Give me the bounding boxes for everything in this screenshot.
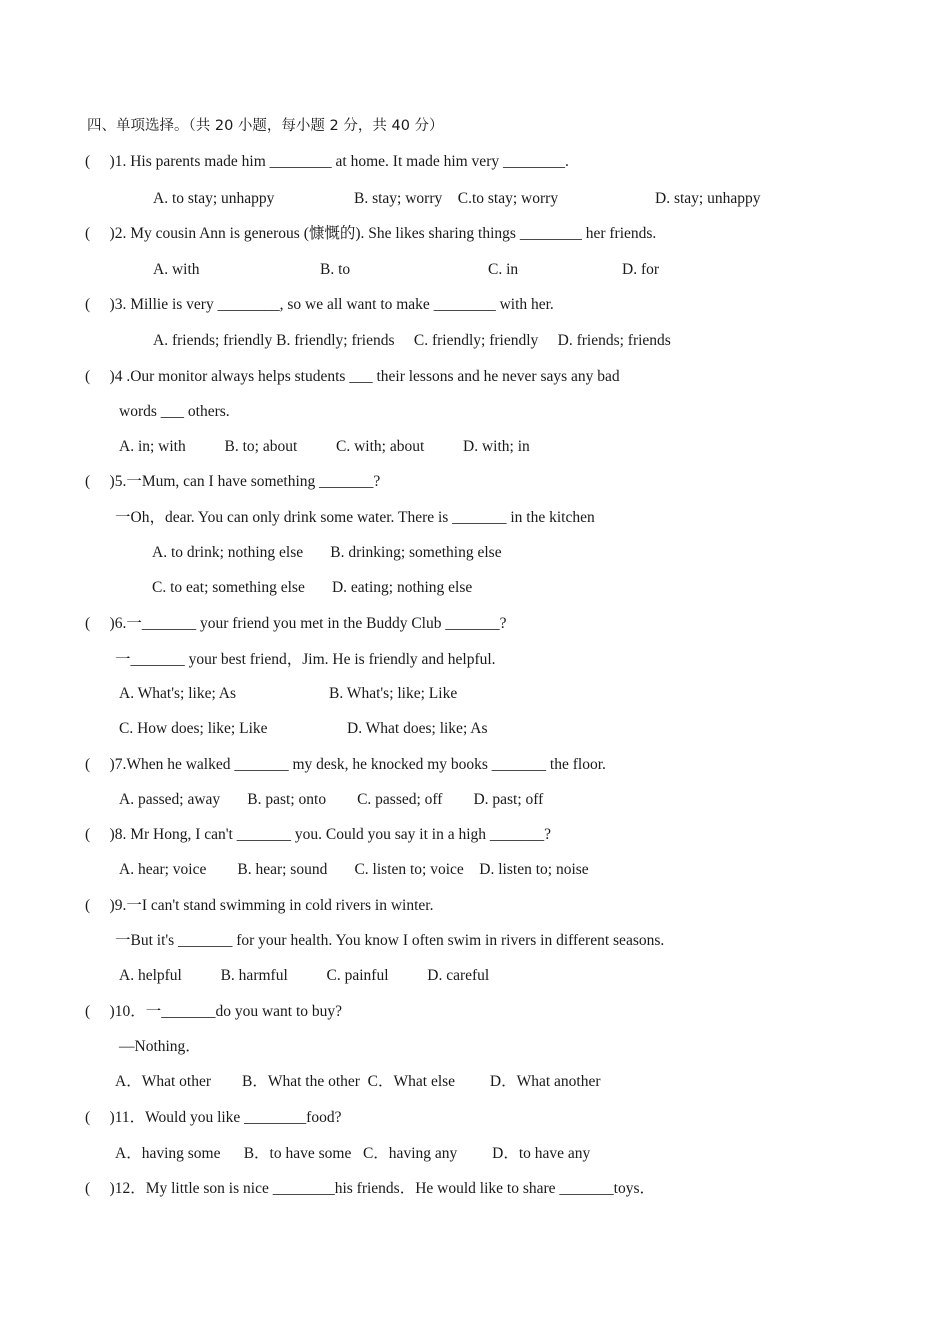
question-6-option-c: C. How does; like; Like — [119, 720, 268, 737]
question-9-reply: 一But it's _______ for your health. You know I often swim in rivers in different seasons. — [115, 932, 665, 949]
question-2-stem: ( )2. My cousin Ann is generous (慷慨的). She likes sharing things ________ her friends. — [85, 225, 657, 242]
question-4-stem: ( )4 .Our monitor always helps students ___ their lessons and he never says any bad — [85, 368, 620, 385]
question-10-reply: —Nothing． — [119, 1038, 201, 1055]
question-8-stem: ( )8. Mr Hong, I can't _______ you. Could you say it in a high _______? — [85, 826, 552, 843]
question-4-options: A. in; with B. to; about C. with; about D. with; in — [119, 438, 530, 455]
question-6-reply: 一_______ your best friend，Jim. He is friendly and helpful. — [115, 651, 496, 668]
question-5-reply: 一Oh，dear. You can only drink some water. There is _______ in the kitchen — [115, 509, 595, 526]
question-6-option-d: D. What does; like; As — [347, 720, 488, 737]
question-4-stem-continued: words ___ others. — [119, 403, 230, 420]
question-6-stem: ( )6.一_______ your friend you met in the Buddy Club _______? — [85, 615, 507, 632]
question-8-options: A. hear; voice B. hear; sound C. listen to; voice D. listen to; noise — [119, 861, 589, 878]
question-2-option-c: C. in — [488, 261, 519, 278]
question-7-options: A. passed; away B. past; onto C. passed; off D. past; off — [119, 791, 544, 808]
question-6-option-b: B. What's; like; Like — [329, 685, 458, 702]
question-2-option-b: B. to — [320, 261, 351, 278]
question-1-option-a: A. to stay; unhappy — [153, 190, 275, 207]
question-2-option-a: A. with — [153, 261, 200, 278]
question-10-stem: ( )10．一_______do you want to buy? — [85, 1003, 343, 1020]
question-7-stem: ( )7.When he walked _______ my desk, he knocked my books _______ the floor. — [85, 756, 606, 773]
question-10-options: A．What other B．What the other C．What else D．What another — [115, 1073, 601, 1090]
question-11-options: A．having some B．to have some C．having any D．to have any — [115, 1145, 591, 1162]
question-3-options: A. friends; friendly B. friendly; friends C. friendly; friendly D. friends; friends — [153, 332, 671, 349]
question-6-option-a: A. What's; like; As — [119, 685, 237, 702]
question-11-stem: ( )11．Would you like ________food? — [85, 1109, 342, 1126]
question-1-option-d: D. stay; unhappy — [655, 190, 761, 207]
question-5-stem: ( )5.一Mum, can I have something _______? — [85, 473, 381, 490]
question-9-options: A. helpful B. harmful C. painful D. careful — [119, 967, 490, 984]
question-3-stem: ( )3. Millie is very ________, so we all want to make ________ with her. — [85, 296, 554, 313]
section-title: 四、单项选择。（共 20 小题，每小题 2 分，共 40 分） — [87, 118, 444, 134]
question-9-stem: ( )9.一I can't stand swimming in cold rivers in winter. — [85, 897, 434, 914]
question-1-options-bc: B. stay; worry C.to stay; worry — [354, 190, 559, 207]
question-1-stem: ( )1. His parents made him ________ at home. It made him very ________. — [85, 153, 569, 170]
question-5-options-ab: A. to drink; nothing else B. drinking; something else — [152, 544, 502, 561]
question-5-options-cd: C. to eat; something else D. eating; nothing else — [152, 579, 473, 596]
question-2-option-d: D. for — [622, 261, 660, 278]
question-12-stem: ( )12．My little son is nice ________his friends．He would like to share _______toys． — [85, 1180, 655, 1197]
